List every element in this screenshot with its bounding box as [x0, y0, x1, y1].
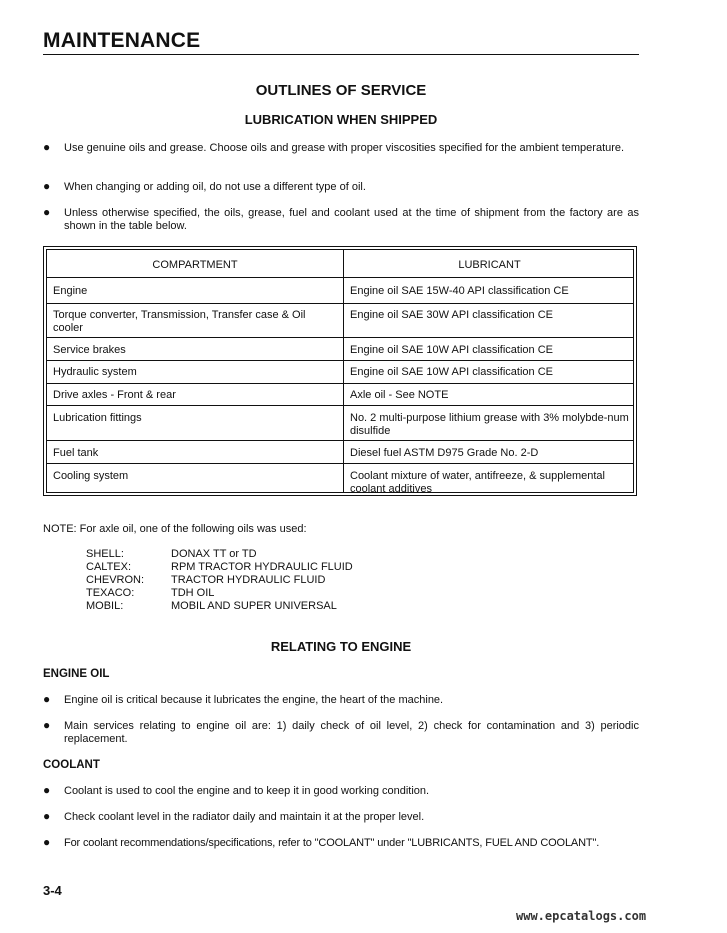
- oil-name: RPM TRACTOR HYDRAULIC FLUID: [171, 561, 353, 573]
- table-cell-compartment: Hydraulic system: [53, 366, 137, 378]
- table-frame: [46, 249, 634, 493]
- bullet-item: [43, 785, 639, 798]
- oil-brand: SHELL:: [86, 548, 124, 560]
- bullet-item: [43, 837, 639, 850]
- subheading-coolant: COOLANT: [43, 759, 100, 771]
- row-divider: [47, 360, 633, 361]
- page-title: MAINTENANCE: [43, 29, 201, 52]
- bullet-item: [43, 694, 639, 707]
- oil-name: DONAX TT or TD: [171, 548, 257, 560]
- column-divider: [343, 250, 344, 492]
- table-cell-compartment: Engine: [53, 285, 88, 297]
- oil-name: TRACTOR HYDRAULIC FLUID: [171, 574, 326, 586]
- bullet-dot: ●: [43, 809, 51, 823]
- bullet-dot: ●: [43, 783, 51, 797]
- bullet-dot: ●: [43, 692, 51, 706]
- row-divider: [47, 405, 633, 406]
- table-cell-lubricant: Coolant mixture of water, antifreeze, & supplemental coolant additives: [350, 470, 605, 495]
- table-cell-compartment: Service brakes: [53, 344, 126, 356]
- oil-brand: CALTEX:: [86, 561, 132, 573]
- oil-brand: TEXACO:: [86, 587, 135, 599]
- bullet-dot: ●: [43, 205, 51, 219]
- page-number: 3-4: [43, 883, 62, 898]
- bullet-item: [43, 720, 639, 746]
- subheading-engine-oil: ENGINE OIL: [43, 668, 110, 680]
- table-cell-compartment: Torque converter, Transmission, Transfer case & Oil cooler: [53, 309, 306, 334]
- bullet-dot: ●: [43, 179, 51, 193]
- oil-name: MOBIL AND SUPER UNIVERSAL: [171, 600, 337, 612]
- subsection-title-lubrication: LUBRICATION WHEN SHIPPED: [244, 112, 438, 127]
- table-cell-compartment: Drive axles - Front & rear: [53, 389, 176, 401]
- bullet-item: [43, 207, 639, 233]
- table-cell-lubricant: Engine oil SAE 30W API classification CE: [350, 309, 553, 321]
- table-header-compartment: COMPARTMENT: [152, 259, 238, 271]
- oil-brand: CHEVRON:: [86, 574, 145, 586]
- bullet-text: Check coolant level in the radiator daily and maintain it at the proper level.: [64, 811, 425, 823]
- bullet-dot: ●: [43, 835, 51, 849]
- table-header-lubricant: LUBRICANT: [458, 259, 521, 271]
- bullet-text: Engine oil is critical because it lubricates the engine, the heart of the machine.: [64, 694, 444, 706]
- row-divider: [47, 303, 633, 304]
- bullet-text: Unless otherwise specified, the oils, grease, fuel and coolant used at the time of shipment from the factory are as shown in the table below.: [64, 207, 639, 232]
- bullet-text: For coolant recommendations/specifications, refer to "COOLANT" under "LUBRICANTS, FUEL AND COOLANT".: [64, 837, 600, 849]
- table-cell-lubricant: Engine oil SAE 15W-40 API classification CE: [350, 285, 569, 297]
- bullet-text: Coolant is used to cool the engine and to keep it in good working condition.: [64, 785, 430, 797]
- table-cell-lubricant: Axle oil - See NOTE: [350, 389, 449, 401]
- row-divider: [47, 277, 633, 278]
- table-cell-lubricant: Diesel fuel ASTM D975 Grade No. 2-D: [350, 447, 539, 459]
- oil-name: TDH OIL: [171, 587, 215, 599]
- bullet-text: Use genuine oils and grease. Choose oils and grease with proper viscosities specified for the ambient temperature.: [64, 142, 625, 154]
- section-title-engine: RELATING TO ENGINE: [270, 639, 412, 654]
- table-cell-compartment: Lubrication fittings: [53, 412, 142, 424]
- table-cell-compartment: Fuel tank: [53, 447, 99, 459]
- bullet-dot: ●: [43, 140, 51, 154]
- bullet-item: [43, 181, 639, 194]
- bullet-dot: ●: [43, 718, 51, 732]
- bullet-item: [43, 142, 639, 155]
- oil-brand: MOBIL:: [86, 600, 124, 612]
- table-cell-lubricant: No. 2 multi-purpose lithium grease with 3% molybde-num disulfide: [350, 412, 629, 437]
- section-title-outlines: OUTLINES OF SERVICE: [255, 82, 427, 99]
- row-divider: [47, 463, 633, 464]
- watermark: www.epcatalogs.com: [516, 909, 647, 923]
- bullet-text: When changing or adding oil, do not use a different type of oil.: [64, 181, 366, 193]
- row-divider: [47, 383, 633, 384]
- title-rule: [43, 54, 639, 55]
- row-divider: [47, 440, 633, 441]
- table-cell-compartment: Cooling system: [53, 470, 129, 482]
- table-cell-lubricant: Engine oil SAE 10W API classification CE: [350, 366, 553, 378]
- table-cell-lubricant: Engine oil SAE 10W API classification CE: [350, 344, 553, 356]
- bullet-item: [43, 811, 639, 824]
- lubricant-table: [43, 246, 637, 496]
- row-divider: [47, 337, 633, 338]
- axle-oil-note: NOTE: For axle oil, one of the following oils was used:: [43, 523, 307, 535]
- bullet-text: Main services relating to engine oil are: 1) daily check of oil level, 2) check for contamination and 3) periodic replacement.: [64, 720, 639, 745]
